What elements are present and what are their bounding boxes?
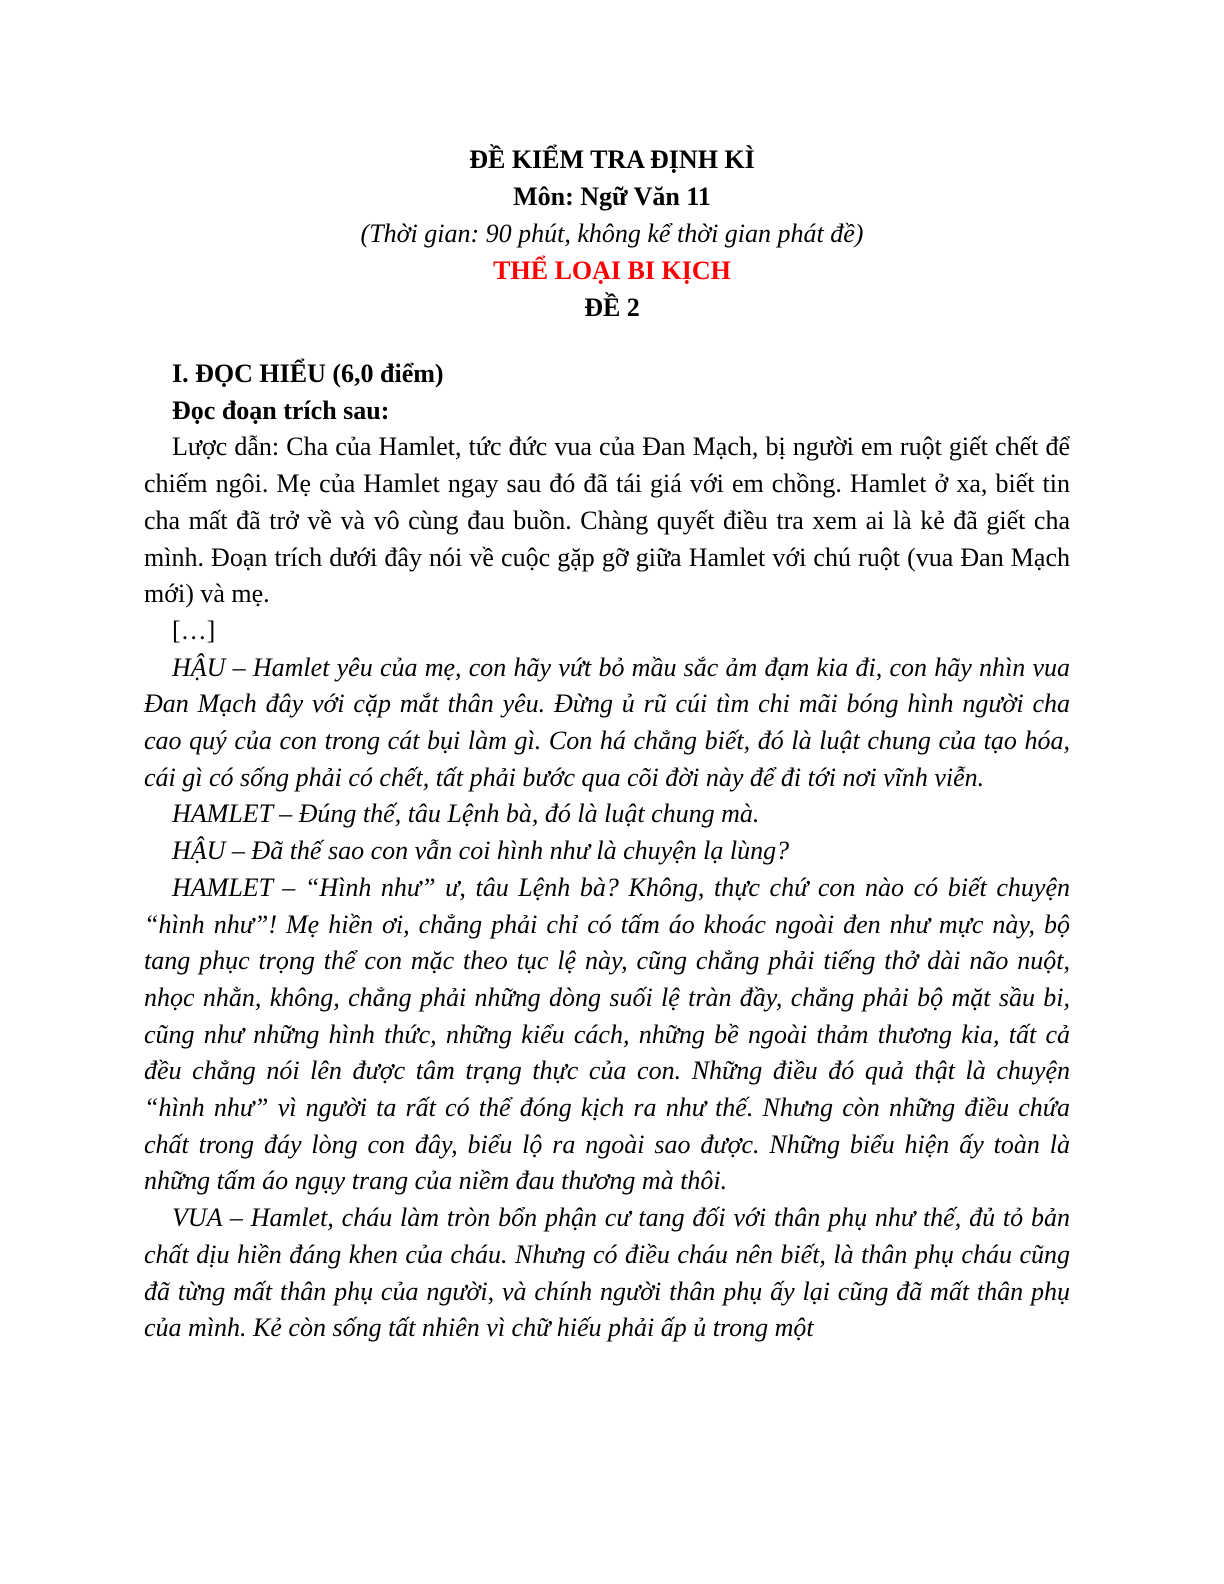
excerpt-ellipsis: […]: [172, 615, 216, 645]
dialogue-line-hamlet-1: HAMLET – Đúng thế, tâu Lệnh bà, đó là luật chung mà.: [172, 799, 760, 829]
dialogue-line-hamlet-2: HAMLET – “Hình như” ư, tâu Lệnh bà? Không, thực chứ con nào có biết chuyện “hình như”! Mẹ hiền ơi, chẳng phải chỉ có tấm áo khoác ngoài đen như mực này, bộ tang phục trọng thể con mặc theo tục lệ này, cũng chẳng phải tiếng thở dài não nuột, nhọc nhằn, không, chẳng phải những dòng suối lệ tràn đầy, chẳng phải bộ mặt sầu bi, cũng như những hình thức, những kiểu cách, những bề ngoài thảm thương kia, tất cả đều chẳng nói lên được tâm trạng thực của con. Những điều đó quả thật là chuyện “hình như” vì người ta rất có thể đóng kịch ra như thế. Nhưng còn những điều chứa chất trong đáy lòng con đây, biểu lộ ra ngoài sao được. Những biểu hiện ấy toàn là những tấm áo ngụy trang của niềm đau thương mà thôi.: [144, 872, 1070, 1196]
exam-header: [0, 141, 1224, 326]
dialogue-line-king-1: VUA – Hamlet, cháu làm tròn bổn phận cư tang đối với thân phụ như thế, đủ tỏ bản chất dịu hiền đáng khen của cháu. Nhưng có điều cháu nên biết, là thân phụ cháu cũng đã từng mất thân phụ của người, và chính người thân phụ ấy lại cũng đã mất thân phụ của mình. Kẻ còn sống tất nhiên vì chữ hiếu phải ấp ủ trong một: [144, 1203, 1070, 1343]
excerpt-summary: Lược dẫn: Cha của Hamlet, tức đức vua của Đan Mạch, bị người em ruột giết chết để chiếm ngôi. Mẹ của Hamlet ngay sau đó đã tái giá với em chồng. Hamlet ở xa, biết tin cha mất đã trở về và vô cùng đau buồn. Chàng quyết điều tra xem ai là kẻ đã giết cha mình. Đoạn trích dưới đây nói về cuộc gặp gỡ giữa Hamlet với chú ruột (vua Đan Mạch mới) và mẹ.: [144, 432, 1070, 609]
section-heading: I. ĐỌC HIỂU (6,0 điểm): [172, 359, 444, 388]
exam-subject: Môn: Ngữ Văn 11: [513, 182, 711, 211]
exam-title: ĐỀ KIỂM TRA ĐỊNH KÌ: [469, 145, 755, 174]
section-instruction: Đọc đoạn trích sau:: [172, 395, 390, 425]
exam-genre: THỂ LOẠI BI KỊCH: [493, 256, 731, 285]
dialogue-line-queen-2: HẬU – Đã thế sao con vẫn coi hình như là chuyện lạ lùng?: [172, 836, 790, 866]
reading-section: [144, 356, 1070, 1347]
dialogue-line-queen-1: HẬU – Hamlet yêu của mẹ, con hãy vứt bỏ mầu sắc ảm đạm kia đi, con hãy nhìn vua Đan Mạch đây với cặp mắt thân yêu. Đừng ủ rũ cúi tìm chi mãi bóng hình người cha cao quý của con trong cát bụi làm gì. Con há chẳng biết, đó là luật chung của tạo hóa, cái gì có sống phải có chết, tất phải bước qua cõi đời này để đi tới nơi vĩnh viễn.: [144, 652, 1070, 792]
exam-number: ĐỀ 2: [584, 293, 640, 322]
exam-time-note: (Thời gian: 90 phút, không kể thời gian phát đề): [360, 219, 864, 248]
